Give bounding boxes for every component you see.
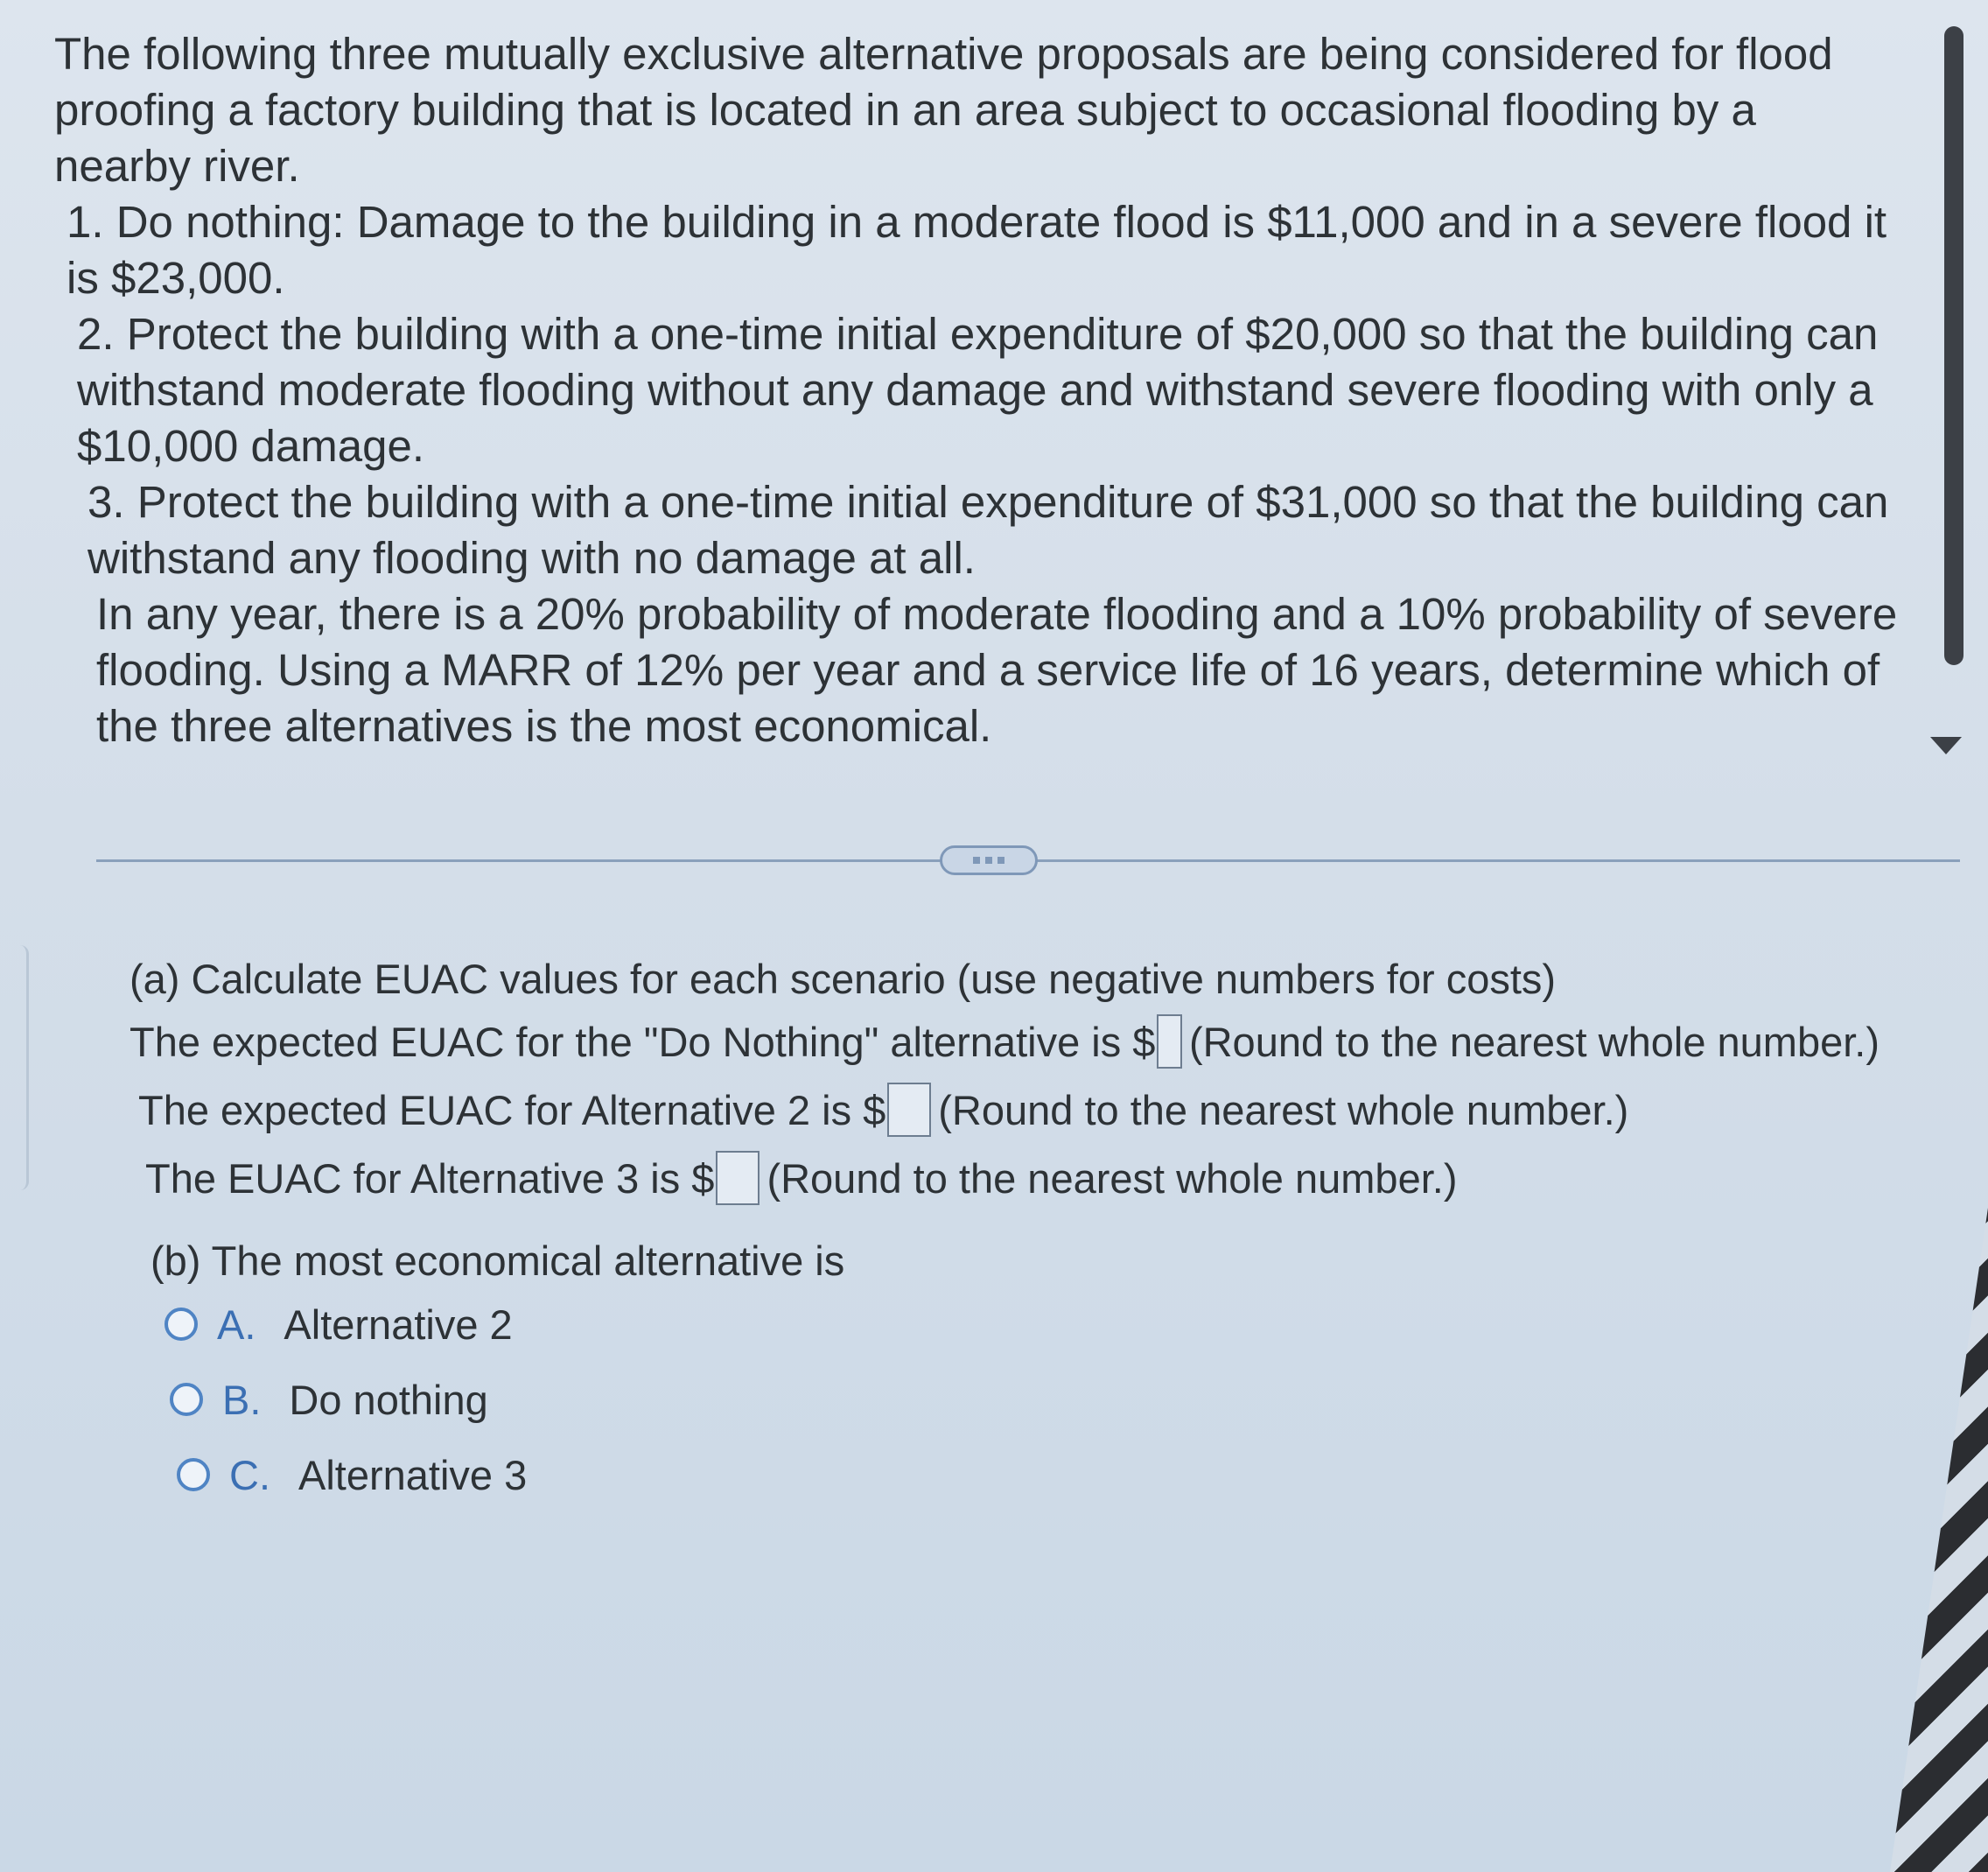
euac-alternative-3-input[interactable] — [716, 1151, 760, 1205]
option-c[interactable] — [177, 1437, 844, 1512]
euac-do-nothing-hint: (Round to the nearest whole number.) — [1188, 1018, 1880, 1065]
euac-alternative-2-line — [130, 1076, 1880, 1144]
option-a-text: Alternative 2 — [284, 1301, 513, 1348]
scrollbar-thumb[interactable] — [1944, 26, 1964, 665]
question-intro: The following three mutually exclusive alternative proposals are being considered for flood proofing a factory building that is located in an area subject to occasional flooding by a nearby river. — [54, 29, 1833, 191]
radio-button-icon[interactable] — [170, 1383, 203, 1416]
alternative-2-text: 2. Protect the building with a one-time initial expenditure of $20,000 so that the building can withstand moderate flooding without any damage and withstand severe flooding with only a $10,000 damage. — [77, 309, 1879, 471]
dot-icon — [985, 857, 992, 864]
monitor-bezel-edge — [1890, 1208, 1988, 1872]
question-closing: In any year, there is a 20% probability of moderate flooding and a 10% probability of severe flooding. Using a MARR of 12% per year and a service life of 16 years, determine which of the three alternatives is the most economical. — [96, 589, 1898, 751]
question-text — [54, 26, 1900, 754]
euac-alternative-2-label: The expected EUAC for Alternative 2 is $ — [138, 1086, 886, 1133]
euac-do-nothing-label: The expected EUAC for the "Do Nothing" alternative is $ — [130, 1018, 1156, 1065]
euac-alternative-2-hint: (Round to the nearest whole number.) — [938, 1086, 1629, 1133]
radio-button-icon[interactable] — [177, 1458, 210, 1491]
euac-do-nothing-line — [130, 1007, 1880, 1076]
option-a[interactable] — [164, 1287, 844, 1362]
part-a — [130, 950, 1880, 1212]
euac-alternative-3-line — [130, 1144, 1880, 1212]
option-b-text: Do nothing — [289, 1376, 488, 1423]
part-b-prompt: (b) The most economical alternative is — [150, 1237, 845, 1284]
alternative-3-text: 3. Protect the building with a one-time initial expenditure of $31,000 so that the building can withstand any flooding with no damage at all. — [88, 477, 1889, 583]
euac-alternative-2-input[interactable] — [887, 1083, 931, 1137]
radio-button-icon[interactable] — [164, 1308, 198, 1341]
euac-do-nothing-input[interactable] — [1157, 1014, 1182, 1069]
alternative-1-text: 1. Do nothing: Damage to the building in a moderate flood is $11,000 and in a severe flood it is $23,000. — [66, 197, 1887, 303]
part-b — [150, 1234, 844, 1512]
euac-alternative-3-label: The EUAC for Alternative 3 is $ — [145, 1154, 715, 1202]
euac-alternative-3-hint: (Round to the nearest whole number.) — [766, 1154, 1458, 1202]
option-b[interactable] — [170, 1362, 844, 1437]
option-c-letter: C. — [229, 1451, 270, 1498]
more-dots-button[interactable] — [940, 845, 1038, 875]
option-a-letter: A. — [217, 1301, 256, 1348]
option-c-text: Alternative 3 — [298, 1451, 528, 1498]
dot-icon — [998, 857, 1004, 864]
part-a-heading: (a) Calculate EUAC values for each scenario (use negative numbers for costs) — [130, 955, 1557, 1002]
dot-icon — [973, 857, 980, 864]
left-edge-tab — [0, 945, 29, 1190]
option-b-letter: B. — [222, 1376, 262, 1423]
scroll-down-arrow-icon[interactable] — [1930, 737, 1962, 754]
